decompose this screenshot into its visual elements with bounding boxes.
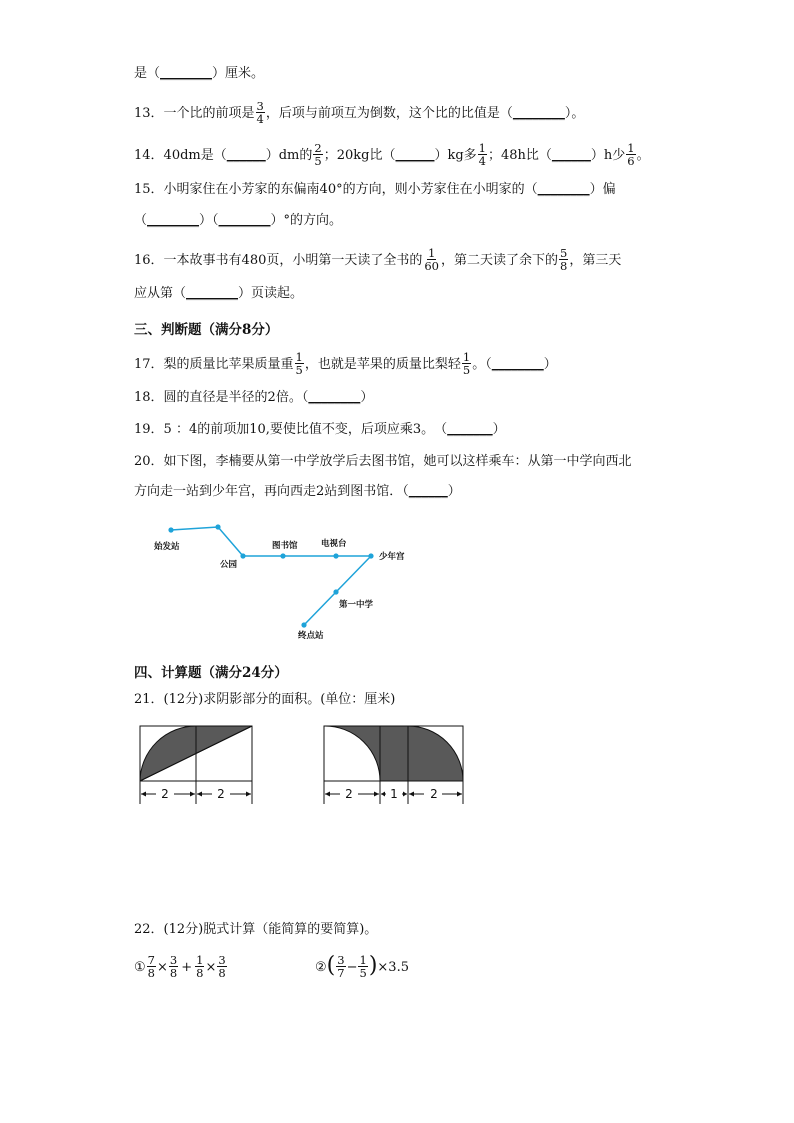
question-17: 17．梨的质量比苹果质量重 $\frac{1}{5}$ ，也就是苹果的质量比梨轻 $\frac{1}{5}$ 。（________） <box>134 350 557 377</box>
shaded-figure-1 <box>134 720 260 808</box>
station-park-dot <box>240 553 245 558</box>
station-youth-palace-dot <box>368 553 373 558</box>
fraction: $\frac{1}{60}$ <box>424 246 439 273</box>
answer-blank[interactable]: ________ <box>537 182 590 197</box>
label-terminal: 终点站 <box>298 631 324 641</box>
question-15-line2: （________）（________）°的方向。 <box>134 211 342 231</box>
label-school: 第一中学 <box>339 600 374 610</box>
shaded-region <box>380 726 408 781</box>
question-19: 19．5 ：4的前项加10,要使比值不变，后项应乘3。 （_______） <box>134 420 506 440</box>
station-terminal-dot <box>301 622 306 627</box>
label-tv: 电视台 <box>321 539 347 549</box>
fraction: $\frac{3}{4}$ <box>256 99 264 126</box>
answer-blank[interactable]: ________ <box>512 106 565 121</box>
label-library: 图书馆 <box>272 541 298 551</box>
label-start: 始发站 <box>154 542 180 552</box>
station-dot <box>215 524 220 529</box>
answer-blank[interactable]: ______ <box>395 148 435 163</box>
question-18: 18．圆的直径是半径的2倍。（________） <box>134 388 373 408</box>
station-school-dot <box>333 589 338 594</box>
fraction: $\frac{5}{8}$ <box>560 246 568 273</box>
answer-blank[interactable]: ______ <box>408 484 448 499</box>
answer-blank[interactable]: ______ <box>551 148 591 163</box>
question-22: 22．(12分)脱式计算（能简算的要简算)。 <box>134 922 378 937</box>
question-21: 21．(12分)求阴影部分的面积。(单位：厘米) <box>134 692 396 707</box>
fraction: $\frac{1}{6}$ <box>627 141 635 168</box>
label-park: 公园 <box>220 560 238 570</box>
dimension-label: 2 <box>430 787 438 801</box>
answer-blank[interactable]: ________ <box>186 286 239 301</box>
question-15-line1: 15．小明家住在小芳家的东偏南40°的方向，则小芳家住在小明家的（________）偏 <box>134 180 616 200</box>
fraction: $\frac{1}{4}$ <box>478 141 486 168</box>
dimension-label: 2 <box>161 787 169 801</box>
answer-blank[interactable]: _______ <box>447 422 493 437</box>
station-library-dot <box>280 553 285 558</box>
shaded-region <box>324 726 380 781</box>
q12-tail: 是（________）厘米。 <box>134 64 264 84</box>
shaded-figure-2 <box>318 720 470 808</box>
question-13: 13．一个比的前项是 $\frac{3}{4}$ ，后项与前项互为倒数，这个比的比值是（________）。 <box>134 99 585 126</box>
dimension-label: 2 <box>345 787 353 801</box>
section-3-heading: 三、判断题（满分8分） <box>134 322 279 338</box>
station-tv-dot <box>333 553 338 558</box>
question-22-part-2: ②( $\frac{3}{7}$ − $\frac{1}{5}$ )×3.5 <box>315 952 409 980</box>
fraction: $\frac{1}{5}$ <box>462 350 471 377</box>
shaded-region <box>408 726 463 781</box>
question-16-line2: 应从第（________）页读起。 <box>134 284 303 304</box>
answer-blank[interactable]: ________ <box>147 213 200 228</box>
dimension-label: 1 <box>390 787 398 801</box>
answer-blank[interactable]: ________ <box>218 213 271 228</box>
answer-blank[interactable]: ________ <box>308 390 361 405</box>
station-start-dot <box>168 527 173 532</box>
question-20-line2: 方向走一站到少年宫，再向西走2站到图书馆．（______） <box>134 482 461 502</box>
label-youth-palace: 少年宫 <box>379 552 405 562</box>
fraction: $\frac{2}{5}$ <box>314 141 322 168</box>
answer-blank[interactable]: ________ <box>160 66 213 81</box>
section-4-heading: 四、计算题（满分24分） <box>134 665 288 681</box>
fraction: $\frac{1}{5}$ <box>295 350 303 377</box>
question-16-line1: 16．一本故事书有480页，小明第一天读了全书的 $\frac{1}{60}$ ，第二天读了余下的 $\frac{5}{8}$ ，第三天 <box>134 246 622 273</box>
question-14: 14．40dm是（______）dm的 $\frac{2}{5}$ ；20kg比（______）kg多 $\frac{1}{4}$ ；48h比（______）h少 $\frac{1}{6}$ 。 <box>134 141 650 168</box>
bus-route-map <box>140 515 430 645</box>
question-22-part-1: ① $\frac{7}{8}$ × $\frac{3}{8}$ + $\frac{1}{8}$ × $\frac{3}{8}$ <box>134 953 226 980</box>
answer-blank[interactable]: ______ <box>226 148 266 163</box>
question-20-line1: 20．如下图，李楠要从第一中学放学后去图书馆，她可以这样乘车：从第一中学向西北 <box>134 454 632 469</box>
answer-blank[interactable]: ________ <box>491 357 544 372</box>
dimension-label: 2 <box>217 787 225 801</box>
